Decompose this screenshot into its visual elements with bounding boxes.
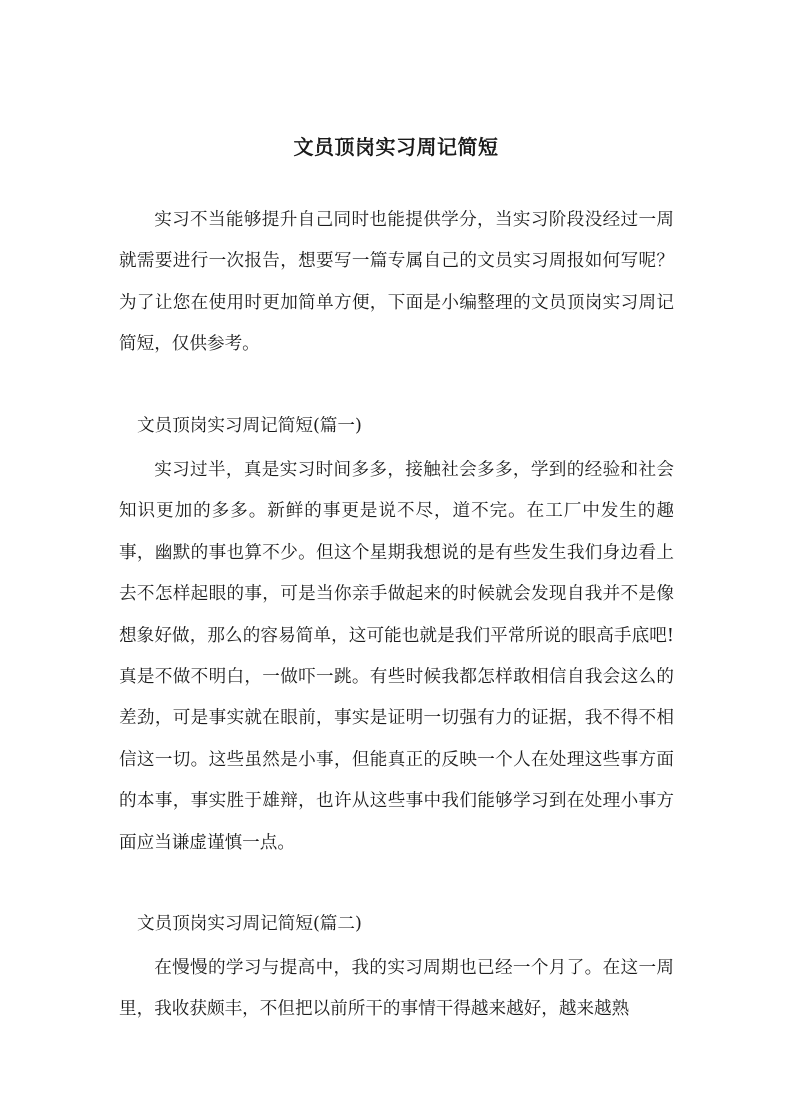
page-title: 文员顶岗实习周记简短	[293, 135, 499, 160]
section-heading-1: 文员顶岗实习周记简短(篇一)	[137, 416, 362, 436]
intro-paragraph: 实习不当能够提升自己同时也能提供学分，当实习阶段没经过一周就需要进行一次报告，想要写一篇专属自己的文员实习周报如何写呢？为了让您在使用时更加简单方便，下面是小编整理的文员顶岗实习周记简短，仅供参考。	[119, 210, 674, 355]
section-heading-2: 文员顶岗实习周记简短(篇二)	[137, 914, 362, 934]
section-body-2: 在慢慢的学习与提高中，我的实习周期也已经一个月了。在这一周里，我收获颇丰，不但把以前所干的事情干得越来越好，越来越熟	[119, 958, 674, 1020]
section-body-1: 实习过半，真是实习时间多多，接触社会多多，学到的经验和社会知识更加的多多。新鲜的事更是说不尽，道不完。在工厂中发生的趣事，幽默的事也算不少。但这个星期我想说的是有些发生我们身边看上去不怎样起眼的事，可是当你亲手做起来的时候就会发现自我并不是像想象好做，那么的容易简单，这可能也就是我们平常所说的眼高手底吧!真是不做不明白，一做吓一跳。有些时候我都怎样敢相信自我会这么的差劲，可是事实就在眼前，事实是证明一切强有力的证据，我不得不相信这一切。这些虽然是小事，但能真正的反映一个人在处理这些事方面的本事，事实胜于雄辩，也许从这些事中我们能够学习到在处理小事方面应当谦虚谨慎一点。	[119, 460, 674, 853]
